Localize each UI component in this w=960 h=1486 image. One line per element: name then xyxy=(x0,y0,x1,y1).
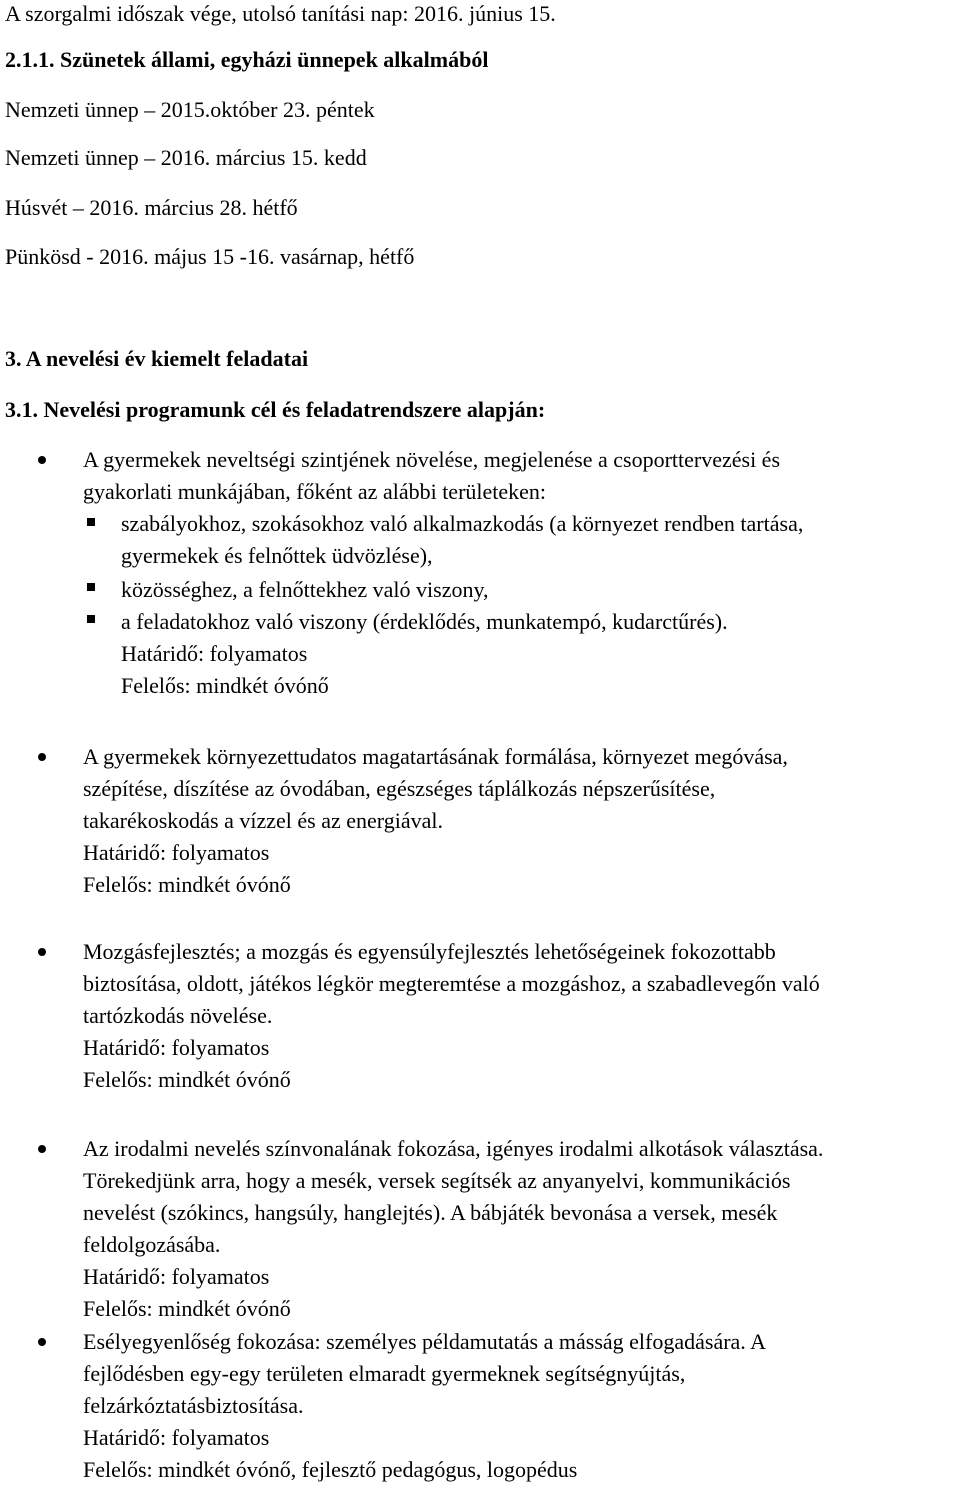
bullet-item-movement xyxy=(83,936,960,1096)
sub-item xyxy=(121,508,803,572)
holiday-item: Nemzeti ünnep – 2015.október 23. péntek xyxy=(5,97,375,122)
deadline-text: Határidő: folyamatos xyxy=(121,641,308,666)
responsible-text: Felelős: mindkét óvónő xyxy=(121,673,329,698)
deadline-text: Határidő: folyamatos xyxy=(83,1425,270,1450)
bullet-line: fejlődésben egy-egy területen elmaradt gyermeknek segítségnyújtás, xyxy=(83,1361,686,1386)
bullet-dot-icon xyxy=(38,1338,46,1346)
bullet-line: gyakorlati munkájában, főként az alábbi területeken: xyxy=(83,479,547,504)
subsection-heading: 3.1. Nevelési programunk cél és feladatrendszere alapján: xyxy=(5,397,546,422)
deadline-text: Határidő: folyamatos xyxy=(83,1264,270,1289)
bullet-line: Törekedjünk arra, hogy a mesék, versek segítsék az anyanyelvi, kommunikációs xyxy=(83,1168,791,1193)
holidays-heading: 2.1.1. Szünetek állami, egyházi ünnepek alkalmából xyxy=(5,47,489,72)
sub-item-line: közösséghez, a felnőttekhez való viszony, xyxy=(121,577,489,602)
holiday-item: Pünkösd - 2016. május 15 -16. vasárnap, hétfő xyxy=(5,244,415,269)
bullet-item-behavior xyxy=(83,444,960,508)
bullet-line: feldolgozásába. xyxy=(83,1232,221,1257)
holiday-item: Húsvét – 2016. március 28. hétfő xyxy=(5,195,298,220)
square-bullet-icon xyxy=(87,615,95,623)
sub-item-line: szabályokhoz, szokásokhoz való alkalmazkodás (a környezet rendben tartása, xyxy=(121,511,804,536)
bullet-line: Mozgásfejlesztés; a mozgás és egyensúlyfejlesztés lehetőségeinek fokozottabb xyxy=(83,939,776,964)
sub-item xyxy=(121,574,489,606)
bullet-item-environment xyxy=(83,741,960,901)
bullet-item-literature xyxy=(83,1133,960,1325)
bullet-dot-icon xyxy=(38,753,46,761)
responsible-text: Felelős: mindkét óvónő xyxy=(83,1296,291,1321)
bullet-line: A gyermekek neveltségi szintjének növelése, megjelenése a csoporttervezési és xyxy=(83,447,781,472)
bullet-dot-icon xyxy=(38,948,46,956)
section-heading: 3. A nevelési év kiemelt feladatai xyxy=(5,346,309,371)
square-bullet-icon xyxy=(87,518,95,526)
bullet-dot-icon xyxy=(38,456,46,464)
bullet-line: szépítése, díszítése az óvodában, egészséges táplálkozás népszerűsítése, xyxy=(83,776,716,801)
sub-item-line: a feladatokhoz való viszony (érdeklődés, munkatempó, kudarctűrés). xyxy=(121,609,728,634)
holiday-item: Nemzeti ünnep – 2016. március 15. kedd xyxy=(5,145,367,170)
bullet-line: biztosítása, oldott, játékos légkör megteremtése a mozgáshoz, a szabadlevegőn való xyxy=(83,971,820,996)
square-bullet-icon xyxy=(87,583,95,591)
bullet-line: A gyermekek környezettudatos magatartásának formálása, környezet megóvása, xyxy=(83,744,788,769)
bullet-line: Az irodalmi nevelés színvonalának fokozása, igényes irodalmi alkotások választása. xyxy=(83,1136,824,1161)
deadline-text: Határidő: folyamatos xyxy=(83,840,270,865)
sub-item-line: gyermekek és felnőttek üdvözlése), xyxy=(121,543,433,568)
bullet-line: felzárkóztatásbiztosítása. xyxy=(83,1393,304,1418)
bullet-line: nevelést (szókincs, hangsúly, hanglejtés). A bábjáték bevonása a versek, mesék xyxy=(83,1200,778,1225)
sub-item xyxy=(121,606,728,702)
responsible-text: Felelős: mindkét óvónő, fejlesztő pedagógus, logopédus xyxy=(83,1457,578,1482)
deadline-text: Határidő: folyamatos xyxy=(83,1035,270,1060)
bullet-line: Esélyegyenlőség fokozása: személyes példamutatás a másság elfogadására. A xyxy=(83,1329,766,1354)
bullet-line: takarékoskodás a vízzel és az energiával. xyxy=(83,808,443,833)
bullet-line: tartózkodás növelése. xyxy=(83,1003,273,1028)
bullet-dot-icon xyxy=(38,1145,46,1153)
bullet-item-equal-opportunity xyxy=(83,1326,960,1486)
school-term-end-line: A szorgalmi időszak vége, utolsó tanítási nap: 2016. június 15. xyxy=(5,1,556,26)
responsible-text: Felelős: mindkét óvónő xyxy=(83,1067,291,1092)
responsible-text: Felelős: mindkét óvónő xyxy=(83,872,291,897)
